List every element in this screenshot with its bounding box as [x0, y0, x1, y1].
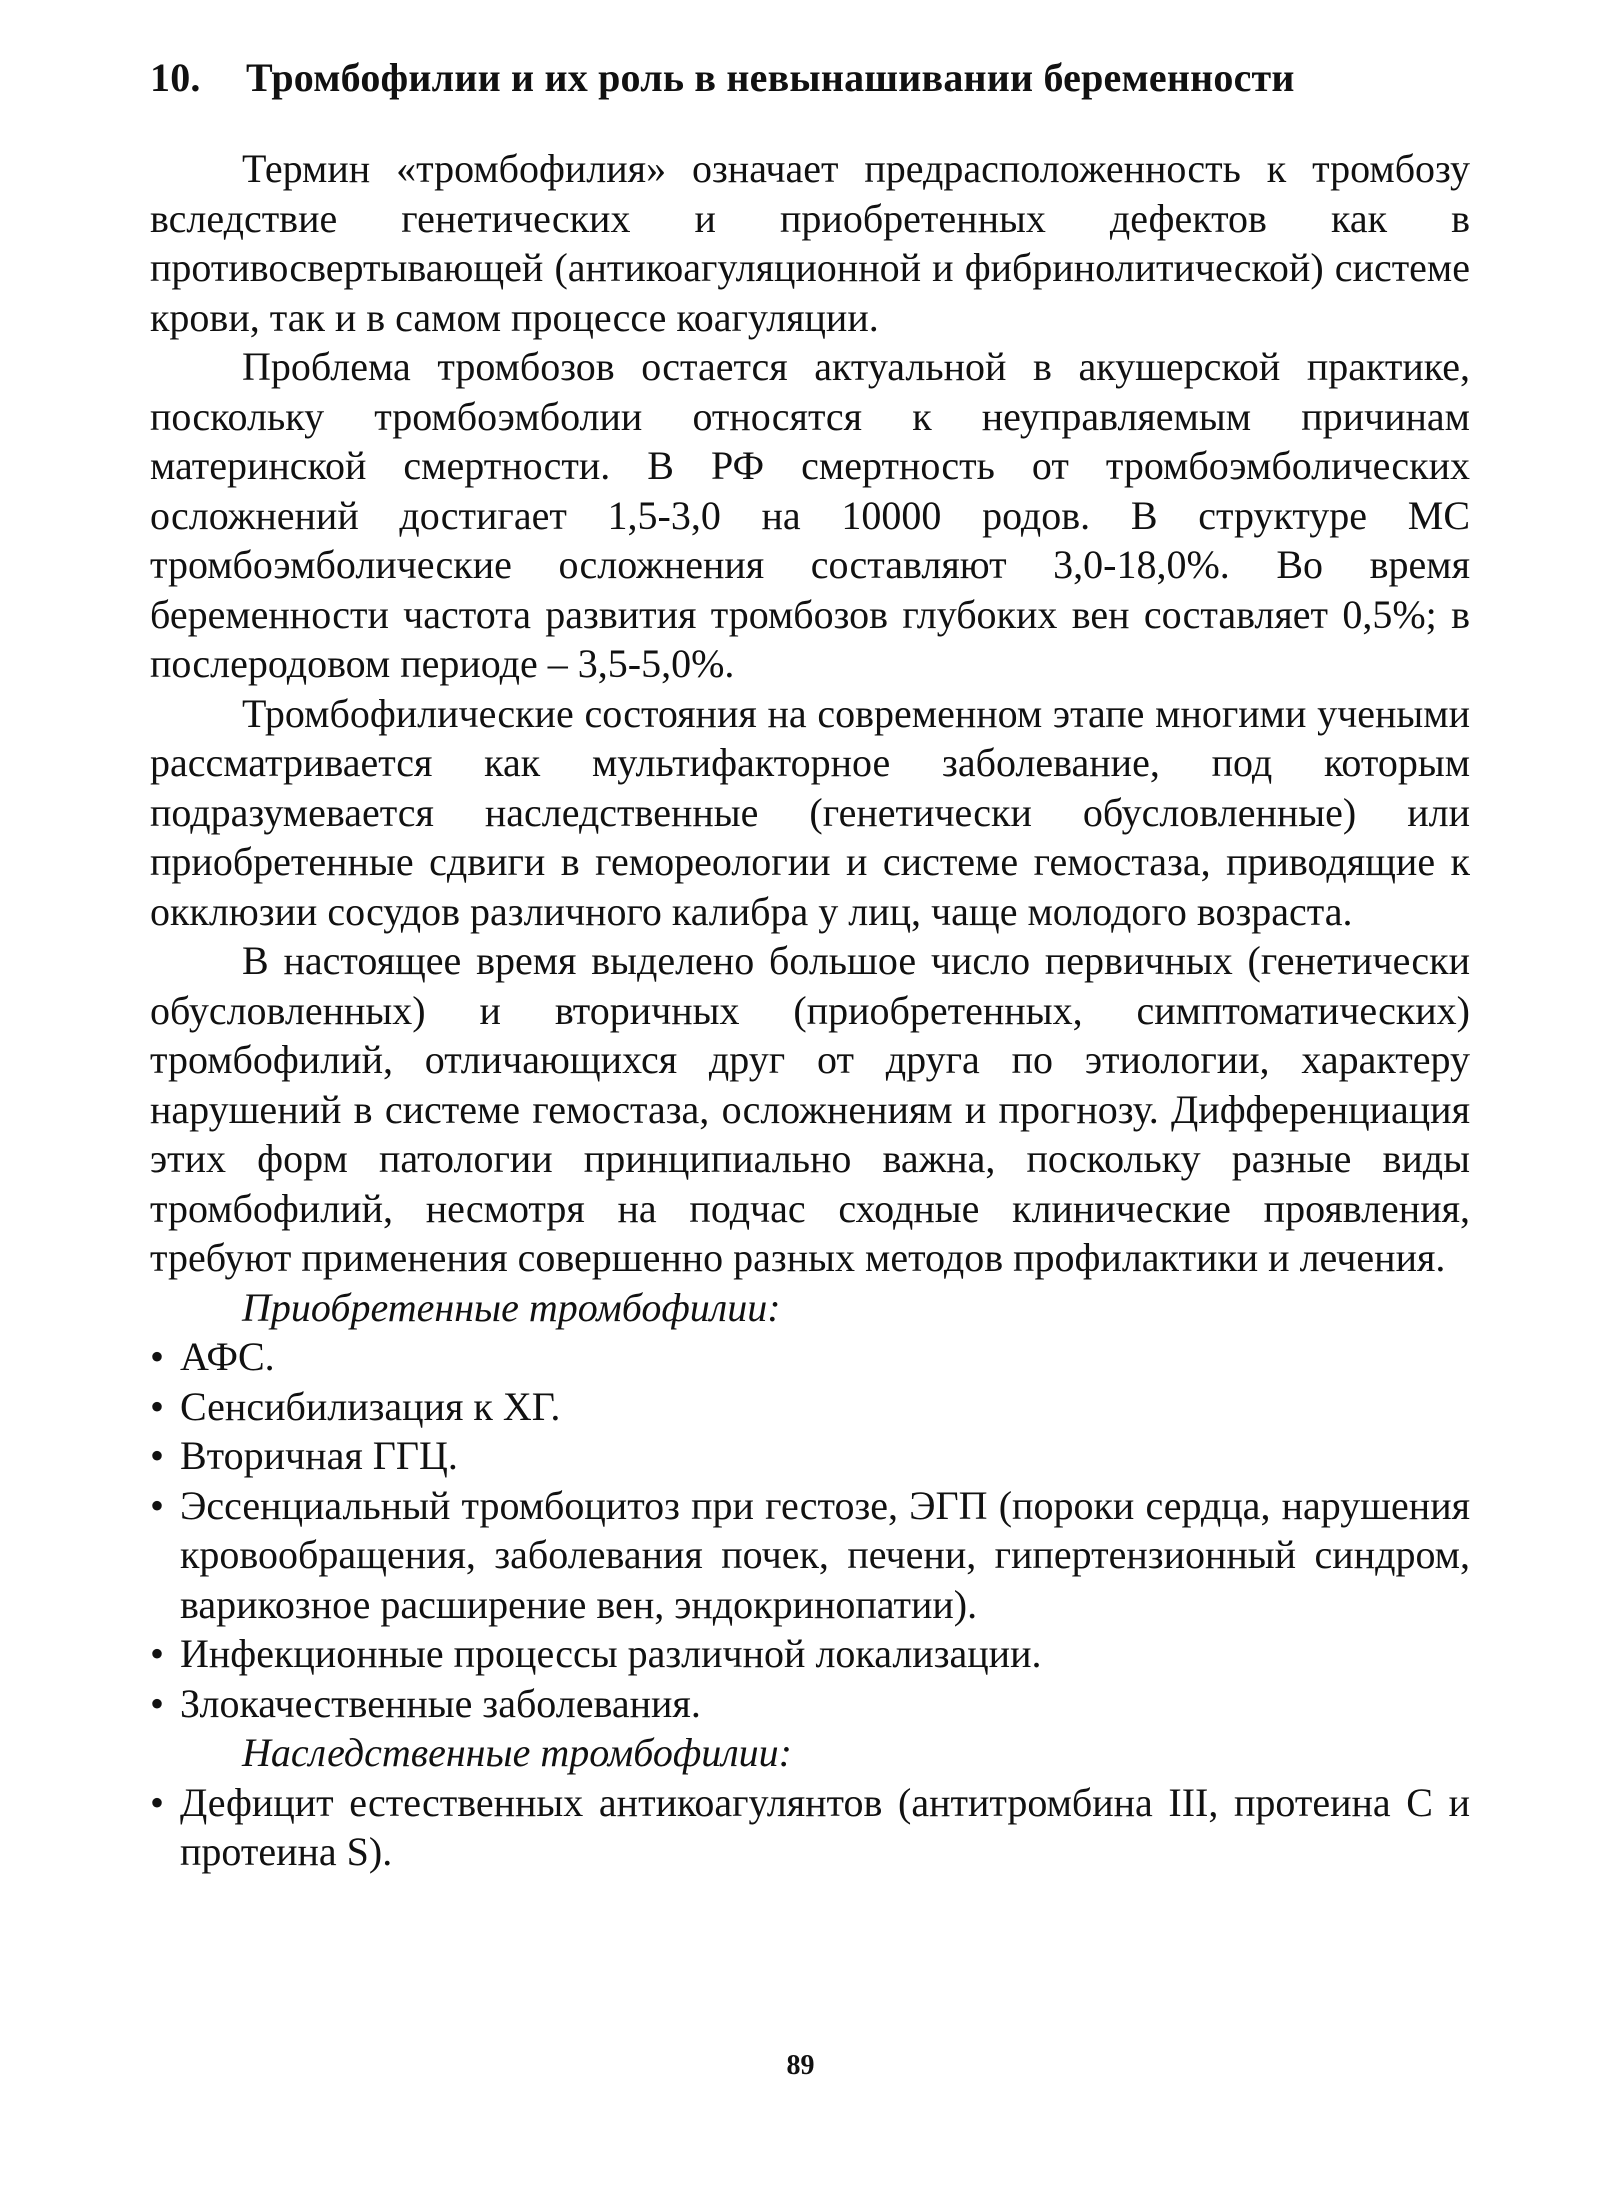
list-item [150, 1332, 1470, 1382]
section-title: Тромбофилии и их роль в невынашивании беременности [246, 55, 1295, 100]
acquired-list [150, 1332, 1470, 1728]
list-item [150, 1431, 1470, 1481]
hereditary-list [150, 1778, 1470, 1877]
paragraph-problem: Проблема тромбозов остается актуальной в акушерской практике, поскольку тромбоэмболии относятся к неуправляемым причинам материнской смертности. В РФ смертность от тромбоэмболических осложнений достигает 1,5-3,0 на 10000 родов. В структуре МС тромбоэмболические осложнения составляют 3,0-18,0%. Во время беременности частота развития тромбозов глубоких вен составляет 0,5%; в послеродовом периоде – 3,5-5,0%. [150, 344, 1470, 686]
page-number: 89 [786, 2050, 815, 2081]
list-item [150, 1481, 1470, 1630]
list-item-text: Дефицит естественных антикоагулянтов (антитромбина III, протеина С и протеина S). [180, 1779, 1470, 1874]
list-item-text: Инфекционные процессы различной локализации. [180, 1631, 1042, 1676]
list-item [150, 1778, 1470, 1877]
list-item [150, 1679, 1470, 1729]
bullet-icon: • [150, 1631, 165, 1676]
list-item [150, 1629, 1470, 1679]
acquired-subheading: Приобретенные тромбофилии: [242, 1284, 781, 1330]
paragraph-classification: В настоящее время выделено большое число первичных (генетически обусловленных) и вторичных (приобретенных, симптоматических) тромбофилий, отличающихся друг от друга по этиологии, характеру нарушений в системе гемостаза, осложнениям и прогнозу. Дифференциация этих форм патологии принципиально важна, поскольку разные виды тромбофилий, несмотря на подчас сходные клинические проявления, требуют применения совершенно разных методов профилактики и лечения. [150, 938, 1470, 1280]
list-item-text: Эссенциальный тромбоцитоз при гестозе, ЭГП (пороки сердца, нарушения кровообращения, заболевания почек, печени, гипертензионный синдром, варикозное расширение вен, эндокринопатии). [180, 1482, 1470, 1627]
hereditary-subheading: Наследственные тромбофилии: [242, 1730, 792, 1775]
bullet-icon: • [150, 1680, 165, 1726]
list-item-text: Сенсибилизация к ХГ. [180, 1383, 561, 1429]
bullet-icon: • [150, 1482, 165, 1528]
bullet-icon: • [150, 1334, 165, 1379]
list-item-text: Вторичная ГГЦ. [180, 1433, 458, 1478]
document-page [150, 52, 1470, 1877]
paragraph-definition: Термин «тромбофилия» означает предрасположенность к тромбозу вследствие генетических и приобретенных дефектов как в противосвертывающей (антикоагуляционной и фибринолитической) системе крови, так и в самом процессе коагуляции. [150, 146, 1470, 340]
list-item-text: АФС. [180, 1334, 275, 1379]
bullet-icon: • [150, 1433, 165, 1478]
section-heading [150, 52, 1470, 104]
list-item-text: Злокачественные заболевания. [180, 1680, 701, 1726]
paragraph-conditions: Тромбофилические состояния на современном этапе многими учеными рассматривается как мультифакторное заболевание, под которым подразумевается наследственные (генетически обусловленные) или приобретенные сдвиги в гемореологии и системе гемостаза, приводящие к окклюзии сосудов различного калибра у лиц, чаще молодого возраста. [150, 690, 1470, 934]
section-number: 10. [150, 55, 201, 100]
list-item [150, 1382, 1470, 1432]
bullet-icon: • [150, 1383, 165, 1429]
bullet-icon: • [150, 1779, 165, 1825]
